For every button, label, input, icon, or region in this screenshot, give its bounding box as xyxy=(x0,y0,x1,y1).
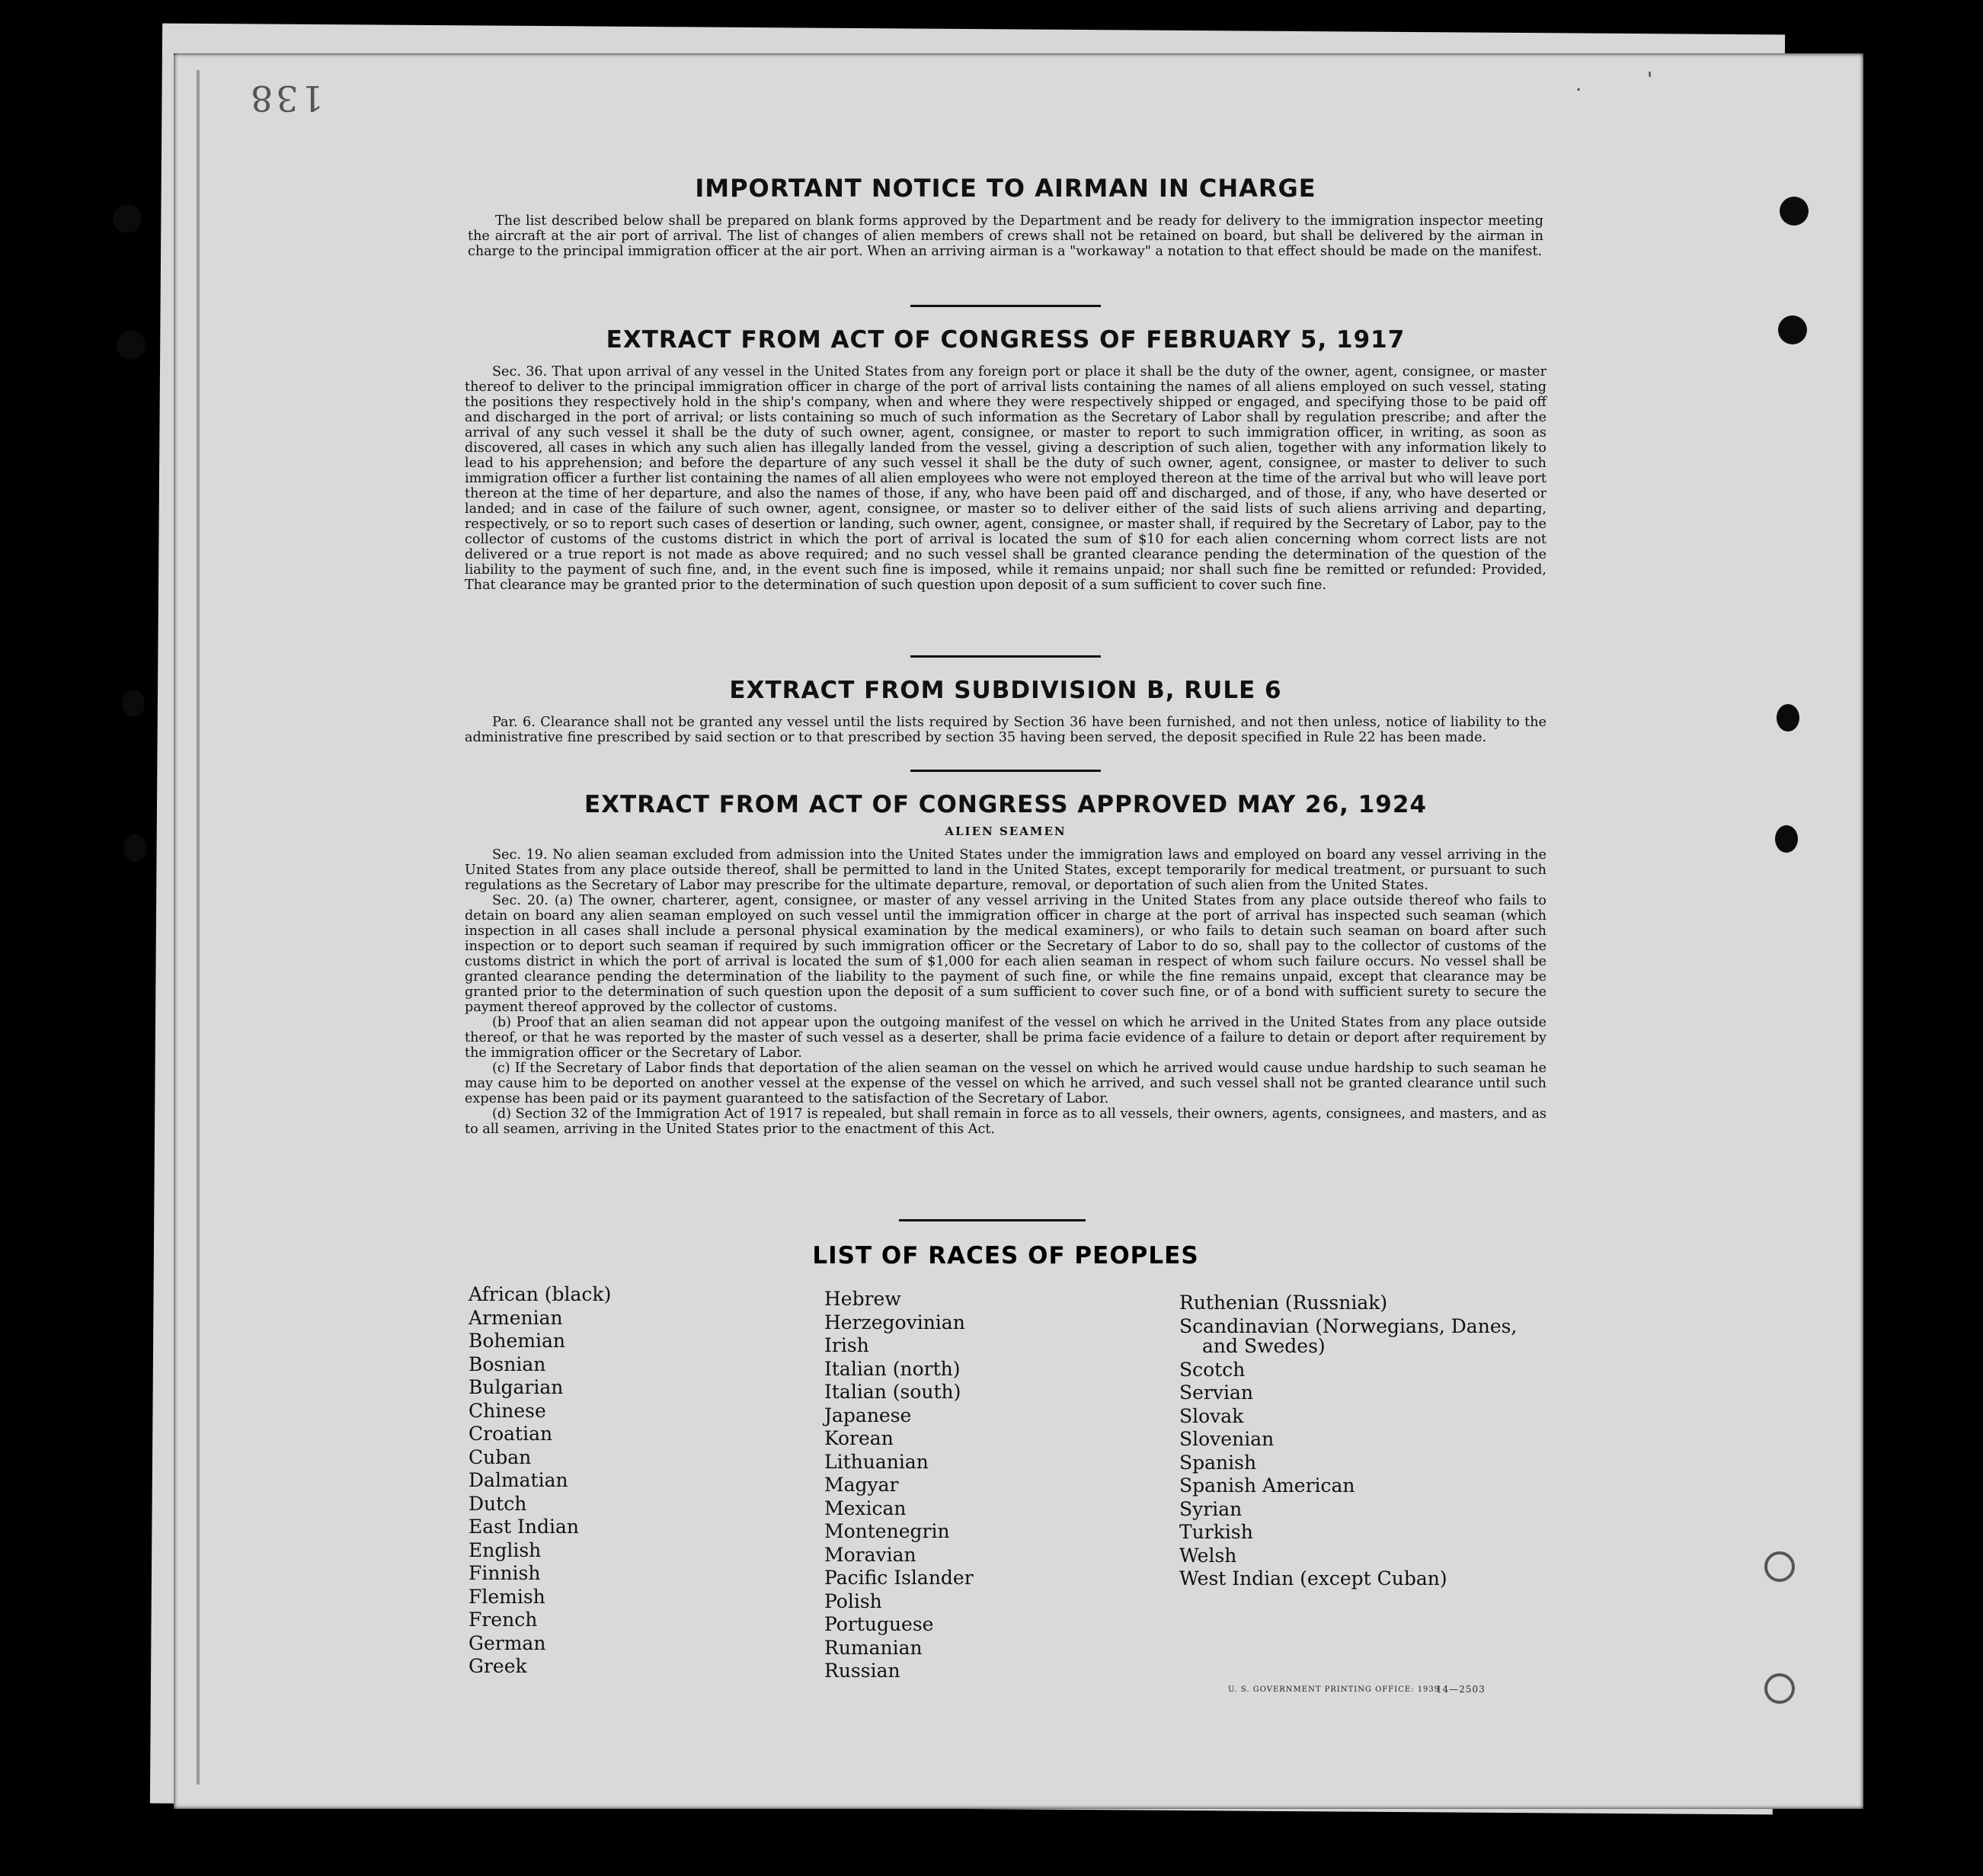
race-item: Spanish xyxy=(1179,1451,1257,1474)
race-item: Japanese xyxy=(824,1404,912,1426)
race-item: Croatian xyxy=(469,1423,553,1445)
race-item: Servian xyxy=(1179,1381,1253,1404)
punch-hole xyxy=(122,690,145,717)
race-item: German xyxy=(469,1631,546,1654)
divider xyxy=(910,305,1101,307)
extract-1917-text: Sec. 36. That upon arrival of any vessel in the United States from any foreign port or place it shall be the duty of the owner, agent, consignee, or master thereof to deliver to the principal immigration officer in charge of the port of arrival lists containing the names of all aliens employed on such vessel, stating the positions they respectively hold in the ship's company, when and where they were respectively shipped or engaged, and specifying those to be paid off and discharged in the port of arrival; or lists containing so much of such information as the Secretary of Labor shall by regulation prescribe; and after the arrival of any such vessel it shall be the duty of such owner, agent, consignee, or master to report to such immigration officer, in writing, as soon as discovered, all cases in which any such alien has illegally landed from the vessel, giving a description of such alien, together with any information likely to lead to his apprehension; and before the departure of any such vessel it shall be the duty of such owner, agent, consignee, or master to deliver to such immigration officer a further list containing the names of all alien employees who were not employed thereon at the time of the arrival but who will leave port thereon at the time of her departure, and also the names of those, if any, who have been paid off and discharged, and of those, if any, who have deserted or landed; and in case of the failure of such owner, agent, consignee, or master so to deliver either of the said lists of such aliens arriving and departing, respectively, or so to report such cases of desertion or landing, such owner, agent, consignee, or master shall, if required by the Secretary of Labor, pay to the collector of customs of the customs district in which the port of arrival is located the sum of $10 for each alien concerning whom correct lists are not delivered or a true report is not made as above required; and no such vessel shall be granted clearance pending the determination of the question of the liability to the payment of such fine, and, in the event such fine is imposed, while it remains unpaid; nor shall such fine be remitted or refunded: Provided, That clearance may be granted prior to the determination of such question upon deposit of a sum sufficient to cover such fine. xyxy=(465,364,1546,593)
extract-1917-title: EXTRACT FROM ACT OF CONGRESS OF FEBRUARY 5, 1917 xyxy=(606,326,1406,354)
extract-rule6-section xyxy=(465,677,1546,745)
punch-hole xyxy=(117,331,146,360)
race-item: Armenian xyxy=(469,1306,563,1329)
race-item: Rumanian xyxy=(824,1636,923,1659)
punch-hole xyxy=(1775,825,1798,853)
race-item: Bosnian xyxy=(469,1353,546,1375)
race-item: East Indian xyxy=(469,1516,579,1538)
race-item: Chinese xyxy=(469,1399,546,1422)
race-item: Korean xyxy=(824,1427,894,1449)
race-item: Moravian xyxy=(824,1543,916,1566)
extract-1924-title: EXTRACT FROM ACT OF CONGRESS APPROVED MAY 26, 1924 xyxy=(584,791,1428,818)
race-item: Irish xyxy=(824,1334,869,1356)
races-title: LIST OF RACES OF PEOPLES xyxy=(812,1242,1199,1269)
race-item: Turkish xyxy=(1179,1521,1253,1543)
stray-mark: . xyxy=(1575,73,1582,96)
punch-hole-ring xyxy=(1764,1551,1795,1582)
divider xyxy=(899,1219,1086,1221)
punch-hole xyxy=(113,204,142,233)
race-item: Lithuanian xyxy=(824,1450,929,1473)
extract-1917-section xyxy=(465,326,1546,593)
race-item: French xyxy=(469,1609,538,1631)
race-item: Welsh xyxy=(1179,1544,1237,1567)
race-item: Hebrew xyxy=(824,1288,901,1310)
race-item: Bohemian xyxy=(469,1330,566,1352)
race-item: Flemish xyxy=(469,1585,545,1608)
race-item: Magyar xyxy=(824,1474,899,1496)
punch-hole xyxy=(1778,315,1807,344)
alien-seamen-subtitle: ALIEN SEAMEN xyxy=(945,824,1067,838)
notice-section xyxy=(465,174,1546,259)
race-item: Cuban xyxy=(469,1445,532,1468)
sec19-text: Sec. 19. No alien seaman excluded from admission into the United States under the immigration laws and employed on board any vessel arriving in the United States from any place outside thereof, shall be permitted to land in the United States, except temporarily for medical treatment, or pursuant to such regulations as the Secretary of Labor may prescribe for the ultimate departure, removal, or deportation of such alien from the United States. xyxy=(465,847,1546,893)
race-item: African (black) xyxy=(469,1283,612,1305)
extract-rule6-text: Par. 6. Clearance shall not be granted any vessel until the lists required by Section 36 have been furnished, and not then unless, notice of liability to the administrative fine prescribed by said section or to that prescribed by section 35 having been served, the deposit specified in Rule 22 has been made. xyxy=(465,715,1546,745)
page-edge-line xyxy=(197,70,200,1785)
race-item: Bulgarian xyxy=(469,1376,564,1398)
printer-imprint: U. S. GOVERNMENT PRINTING OFFICE: 1939 xyxy=(1228,1686,1441,1694)
notice-text: The list described below shall be prepared on blank forms approved by the Department and be ready for delivery to the immigration inspector meeting the aircraft at the air port of arrival. The list of changes of alien members of crews shall not be retained on board, but shall be delivered by the airman in charge to the principal immigration officer at the air port. When an arriving airman is a "workaway" a notation to that effect should be made on the manifest. xyxy=(468,213,1543,259)
race-item: Finnish xyxy=(469,1562,541,1584)
race-item: Scandinavian (Norwegians, Danes, xyxy=(1179,1314,1518,1337)
races-column-3 xyxy=(1179,1292,1517,1591)
sec20a-text: Sec. 20. (a) The owner, charterer, agent, consignee, or master of any vessel arriving in the United States from any place outside thereof who fails to detain on board any alien seaman employed on such vessel until the immigration officer in charge at the port of arrival has inspected such seaman (which inspection in all cases shall include a personal physical examination by the medical examiners), or who fails to detain such seaman on board after such inspection or to deport such seaman if required by such immigration officer or the Secretary of Labor to do so, shall pay to the collector of customs of the customs district in which the port of arrival is located the sum of $1,000 for each alien seaman in respect of whom such failure occurs. No vessel shall be granted clearance pending the determination of the liability to the payment of such fine, or while the fine remains unpaid, except that clearance may be granted prior to the determination of such question upon the deposit of a sum sufficient to cover such fine, or of a bond with sufficient surety to secure the payment thereof approved by the collector of customs. xyxy=(465,893,1546,1015)
race-item: Spanish American xyxy=(1179,1474,1355,1497)
extract-rule6-title: EXTRACT FROM SUBDIVISION B, RULE 6 xyxy=(729,677,1282,704)
race-item: Polish xyxy=(824,1589,882,1612)
races-column-1 xyxy=(469,1283,611,1679)
race-item: Italian (south) xyxy=(824,1381,961,1403)
race-item: Russian xyxy=(824,1660,900,1682)
punch-hole xyxy=(1777,704,1799,732)
race-item: Ruthenian (Russniak) xyxy=(1179,1292,1388,1314)
punch-hole xyxy=(1780,197,1809,226)
race-item: Slovenian xyxy=(1179,1428,1275,1450)
race-item: Dutch xyxy=(469,1492,527,1515)
divider xyxy=(910,655,1101,658)
punch-hole xyxy=(123,834,146,862)
divider xyxy=(910,770,1101,772)
race-item: Mexican xyxy=(824,1497,907,1519)
sec20c-text: (c) If the Secretary of Labor finds that deportation of the alien seaman on the vessel on which he arrived would cause undue hardship to such seaman he may cause him to be deported on another vessel at the expense of the vessel on which he arrived, and such vessel shall not be granted clearance until such expense has been paid or its payment guaranteed to the satisfaction of the Secretary of Labor. xyxy=(465,1061,1546,1106)
races-title-wrap xyxy=(465,1242,1546,1269)
race-item: Italian (north) xyxy=(824,1357,961,1380)
race-item: Syrian xyxy=(1179,1497,1243,1520)
sec20d-text: (d) Section 32 of the Immigration Act of 1917 is repealed, but shall remain in force as to all vessels, their owners, agents, consignees, and masters, and as to all seamen, arriving in the United States prior to the enactment of this Act. xyxy=(465,1106,1546,1137)
race-item: Portuguese xyxy=(824,1613,934,1635)
race-item: English xyxy=(469,1538,542,1561)
sec20b-text: (b) Proof that an alien seaman did not appear upon the outgoing manifest of the vessel on which he arrived in the United States from any place outside thereof, or that he was reported by the master of such vessel as a deserter, shall be prima facie evidence of a failure to detain or deport after requirement by the immigration officer or the Secretary of Labor. xyxy=(465,1015,1546,1061)
page-number: 138 xyxy=(248,78,324,119)
race-item: West Indian (except Cuban) xyxy=(1179,1567,1447,1589)
race-item: Greek xyxy=(469,1655,527,1677)
stray-mark: ' xyxy=(1647,69,1653,91)
notice-title: IMPORTANT NOTICE TO AIRMAN IN CHARGE xyxy=(695,174,1316,203)
punch-hole-ring xyxy=(1764,1673,1795,1704)
race-item: Pacific Islander xyxy=(824,1567,974,1589)
race-item: Herzegovinian xyxy=(824,1311,965,1333)
extract-1924-section xyxy=(465,791,1546,1137)
form-number: 14—2503 xyxy=(1436,1684,1486,1695)
race-item: Dalmatian xyxy=(469,1469,568,1491)
race-item: Slovak xyxy=(1179,1404,1244,1427)
race-item: Montenegrin xyxy=(824,1520,950,1542)
race-item: Scotch xyxy=(1179,1358,1246,1381)
races-column-2 xyxy=(824,1288,974,1683)
race-item: and Swedes) xyxy=(1202,1335,1326,1357)
